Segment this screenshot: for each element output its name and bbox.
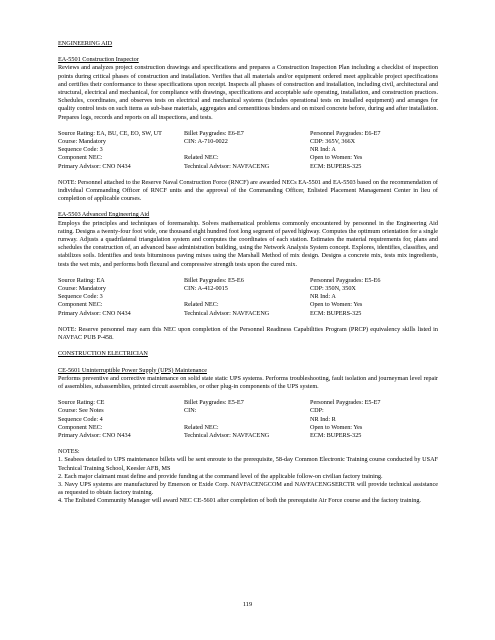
fact-ecm: ECM: BUPERS-325 [310, 431, 362, 439]
note-item: 4. The Enlisted Community Manager will award NEC CE-5601 after completion of both the prerequisite Air Force course and the factory training. [58, 497, 421, 505]
fact-primary-advisor: Primary Advisor: CNO N434 [58, 162, 131, 170]
fact-open-to-women: Open to Women: Yes [310, 154, 363, 162]
fact-course: Course: Mandatory [58, 285, 106, 293]
fact-cdp: CDP: 350N, 350X [310, 285, 356, 293]
nec-facts-ce5601 [58, 399, 438, 440]
fact-billet-paygrades: Billet Paygrades: E5-E6 [184, 276, 244, 284]
nec-description-ea5501: Reviews and analyzes project construction drawings and specifications and prepares a Construction Inspection Plan including a checklist of inspection points during critical phases of construction and installation. Verifies that all materials and/or equipment ordered meet applicable project specifications and certifies their conformance to these specifications upon receipt. Inspects all phases of construction and installation, including civil, architectural and structural, electrical and mechanical, for compliance with drawings, specifications and acceptable safe operating, installation, and construction practices. Schedules, coordinates, and observes tests on electrical and mechanical systems (includes operational tests on installed equipment) and arranges for quality control tests on such items as sub-base materials, aggregates and cementitious binders and on mixed concrete before, during and after installation. Prepares logs, records and reports on all inspections, and tests. [58, 64, 438, 121]
nec-title-ea5501: EA-5501 Construction Inspector [58, 56, 139, 64]
fact-nr-ind: NR Ind: R [310, 415, 336, 423]
nec-facts-ea5501 [58, 130, 438, 171]
section-heading-construction-electrician: CONSTRUCTION ELECTRICIAN [58, 350, 148, 358]
fact-ecm: ECM: BUPERS-325 [310, 309, 362, 317]
notes-heading: NOTES: [58, 448, 80, 456]
note-item: 3. Navy UPS systems are manufactured by Emerson or Exide Corp. NAVFACENGCOM and NAVFACENGSERCTR will provide technical assistance as requested to obtain factory training. [58, 480, 438, 497]
nec-description-ea5503: Employs the principles and techniques of foremanship. Solves mathematical problems commonly encountered by personnel in the Engineering Aid rating. Designs a twenty-four foot wide, one thousand eight hundred foot long segment of paved highway. Computes the optimum orientation for a single runway. Adjusts a quadrilateral triangulation system and computes the coordinates of each station. Estimates the material requirements for, plans and schedules the construction of, an advanced base administration building, using the Network Analysis System concept. Explores, identifies, classifies, and stabilizes soils. Identifies and tests bituminous paving mixes using the Marshall Method of mix design. Designs a concrete mix, tests mix ingredients, tests the wet mix, and performs both flexural and compressive strength tests upon the cured mix. [58, 219, 438, 268]
fact-technical-advisor: Technical Advisor: NAVFACENG [184, 309, 270, 317]
fact-technical-advisor: Technical Advisor: NAVFACENG [184, 431, 270, 439]
fact-personnel-paygrades: Personnel Paygrades: E5-E7 [310, 399, 381, 407]
nec-notes-ce5601 [58, 448, 438, 505]
fact-open-to-women: Open to Women: Yes [310, 423, 363, 431]
fact-cin: CIN: [184, 407, 197, 415]
fact-cin: CIN: A-412-0015 [184, 285, 228, 293]
fact-related-nec: Related NEC: [184, 423, 219, 431]
nec-note-ea5501: NOTE: Personnel attached to the Reserve Naval Construction Force (RNCF) are awarded NECs EA-5501 and EA-5503 based on the recommendation of individual Commanding Officer of RNCF units and the approval of the Commanding Officer, Enlisted Placement Management Center in lieu of completion of applicable courses. [58, 178, 438, 203]
fact-source-rating: Source Rating: EA, BU, CE, EO, SW, UT [58, 129, 162, 137]
fact-cdp: CDP: [310, 407, 324, 415]
fact-empty [184, 416, 310, 424]
fact-sequence-code: Sequence Code: 4 [58, 415, 103, 423]
fact-empty [184, 293, 310, 301]
note-item: 2. Each major claimant must define and provide funding at the command level of the applicable follow-on civilian factory training. [58, 472, 383, 480]
fact-sequence-code: Sequence Code: 3 [58, 293, 103, 301]
fact-nr-ind: NR Ind: A [310, 293, 336, 301]
fact-course: Course: Mandatory [58, 138, 106, 146]
fact-source-rating: Source Rating: CE [58, 399, 105, 407]
fact-component-nec: Component NEC: [58, 301, 103, 309]
fact-primary-advisor: Primary Advisor: CNO N434 [58, 431, 131, 439]
fact-cin: CIN: A-710-0022 [184, 138, 228, 146]
page-number: 119 [242, 601, 253, 608]
nec-description-ce5601: Performs preventive and corrective maintenance on solid state static UPS systems. Performs troubleshooting, fault isolation and journeyman level repair of assemblies, subassemblies, printed circuit assemblies, or other plug-in components of the UPS system. [58, 374, 438, 390]
fact-component-nec: Component NEC: [58, 423, 103, 431]
fact-open-to-women: Open to Women: Yes [310, 301, 363, 309]
fact-related-nec: Related NEC: [184, 301, 219, 309]
fact-billet-paygrades: Billet Paygrades: E6-E7 [184, 129, 244, 137]
fact-nr-ind: NR Ind: A [310, 146, 336, 154]
document-page [58, 40, 438, 506]
fact-empty [184, 146, 310, 154]
nec-title-ce5601: CE-5601 Uninterruptible Power Supply (UPS) Maintenance [58, 366, 207, 374]
nec-note-ea5503: NOTE: Reserve personnel may earn this NEC upon completion of the Personnel Readiness Capabilities Program (PRCP) equivalency skills listed in NAVFAC PUB P-458. [58, 325, 438, 342]
fact-personnel-paygrades: Personnel Paygrades: E6-E7 [310, 129, 381, 137]
fact-primary-advisor: Primary Advisor: CNO N434 [58, 309, 131, 317]
section-heading-engineering-aid: ENGINEERING AID [58, 40, 113, 47]
nec-facts-ea5503 [58, 277, 438, 318]
fact-technical-advisor: Technical Advisor: NAVFACENG [184, 162, 270, 170]
fact-sequence-code: Sequence Code: 3 [58, 146, 103, 154]
fact-ecm: ECM: BUPERS-325 [310, 162, 362, 170]
fact-billet-paygrades: Billet Paygrades: E5-E7 [184, 399, 244, 407]
fact-personnel-paygrades: Personnel Paygrades: E5-E6 [310, 276, 381, 284]
fact-source-rating: Source Rating: EA [58, 276, 105, 284]
fact-related-nec: Related NEC: [184, 154, 219, 162]
fact-component-nec: Component NEC: [58, 154, 103, 162]
fact-cdp: CDP: 365V, 366X [310, 138, 356, 146]
nec-title-ea5503: EA-5503 Advanced Engineering Aid [58, 211, 150, 219]
fact-course: Course: See Notes [58, 407, 104, 415]
note-item: 1. Seabees detailed to UPS maintenance billets will be sent enroute to the prerequisite, 58-day Common Electronic Training course conducted by USAF Technical Training School, Keesler AFB, MS [58, 456, 438, 472]
